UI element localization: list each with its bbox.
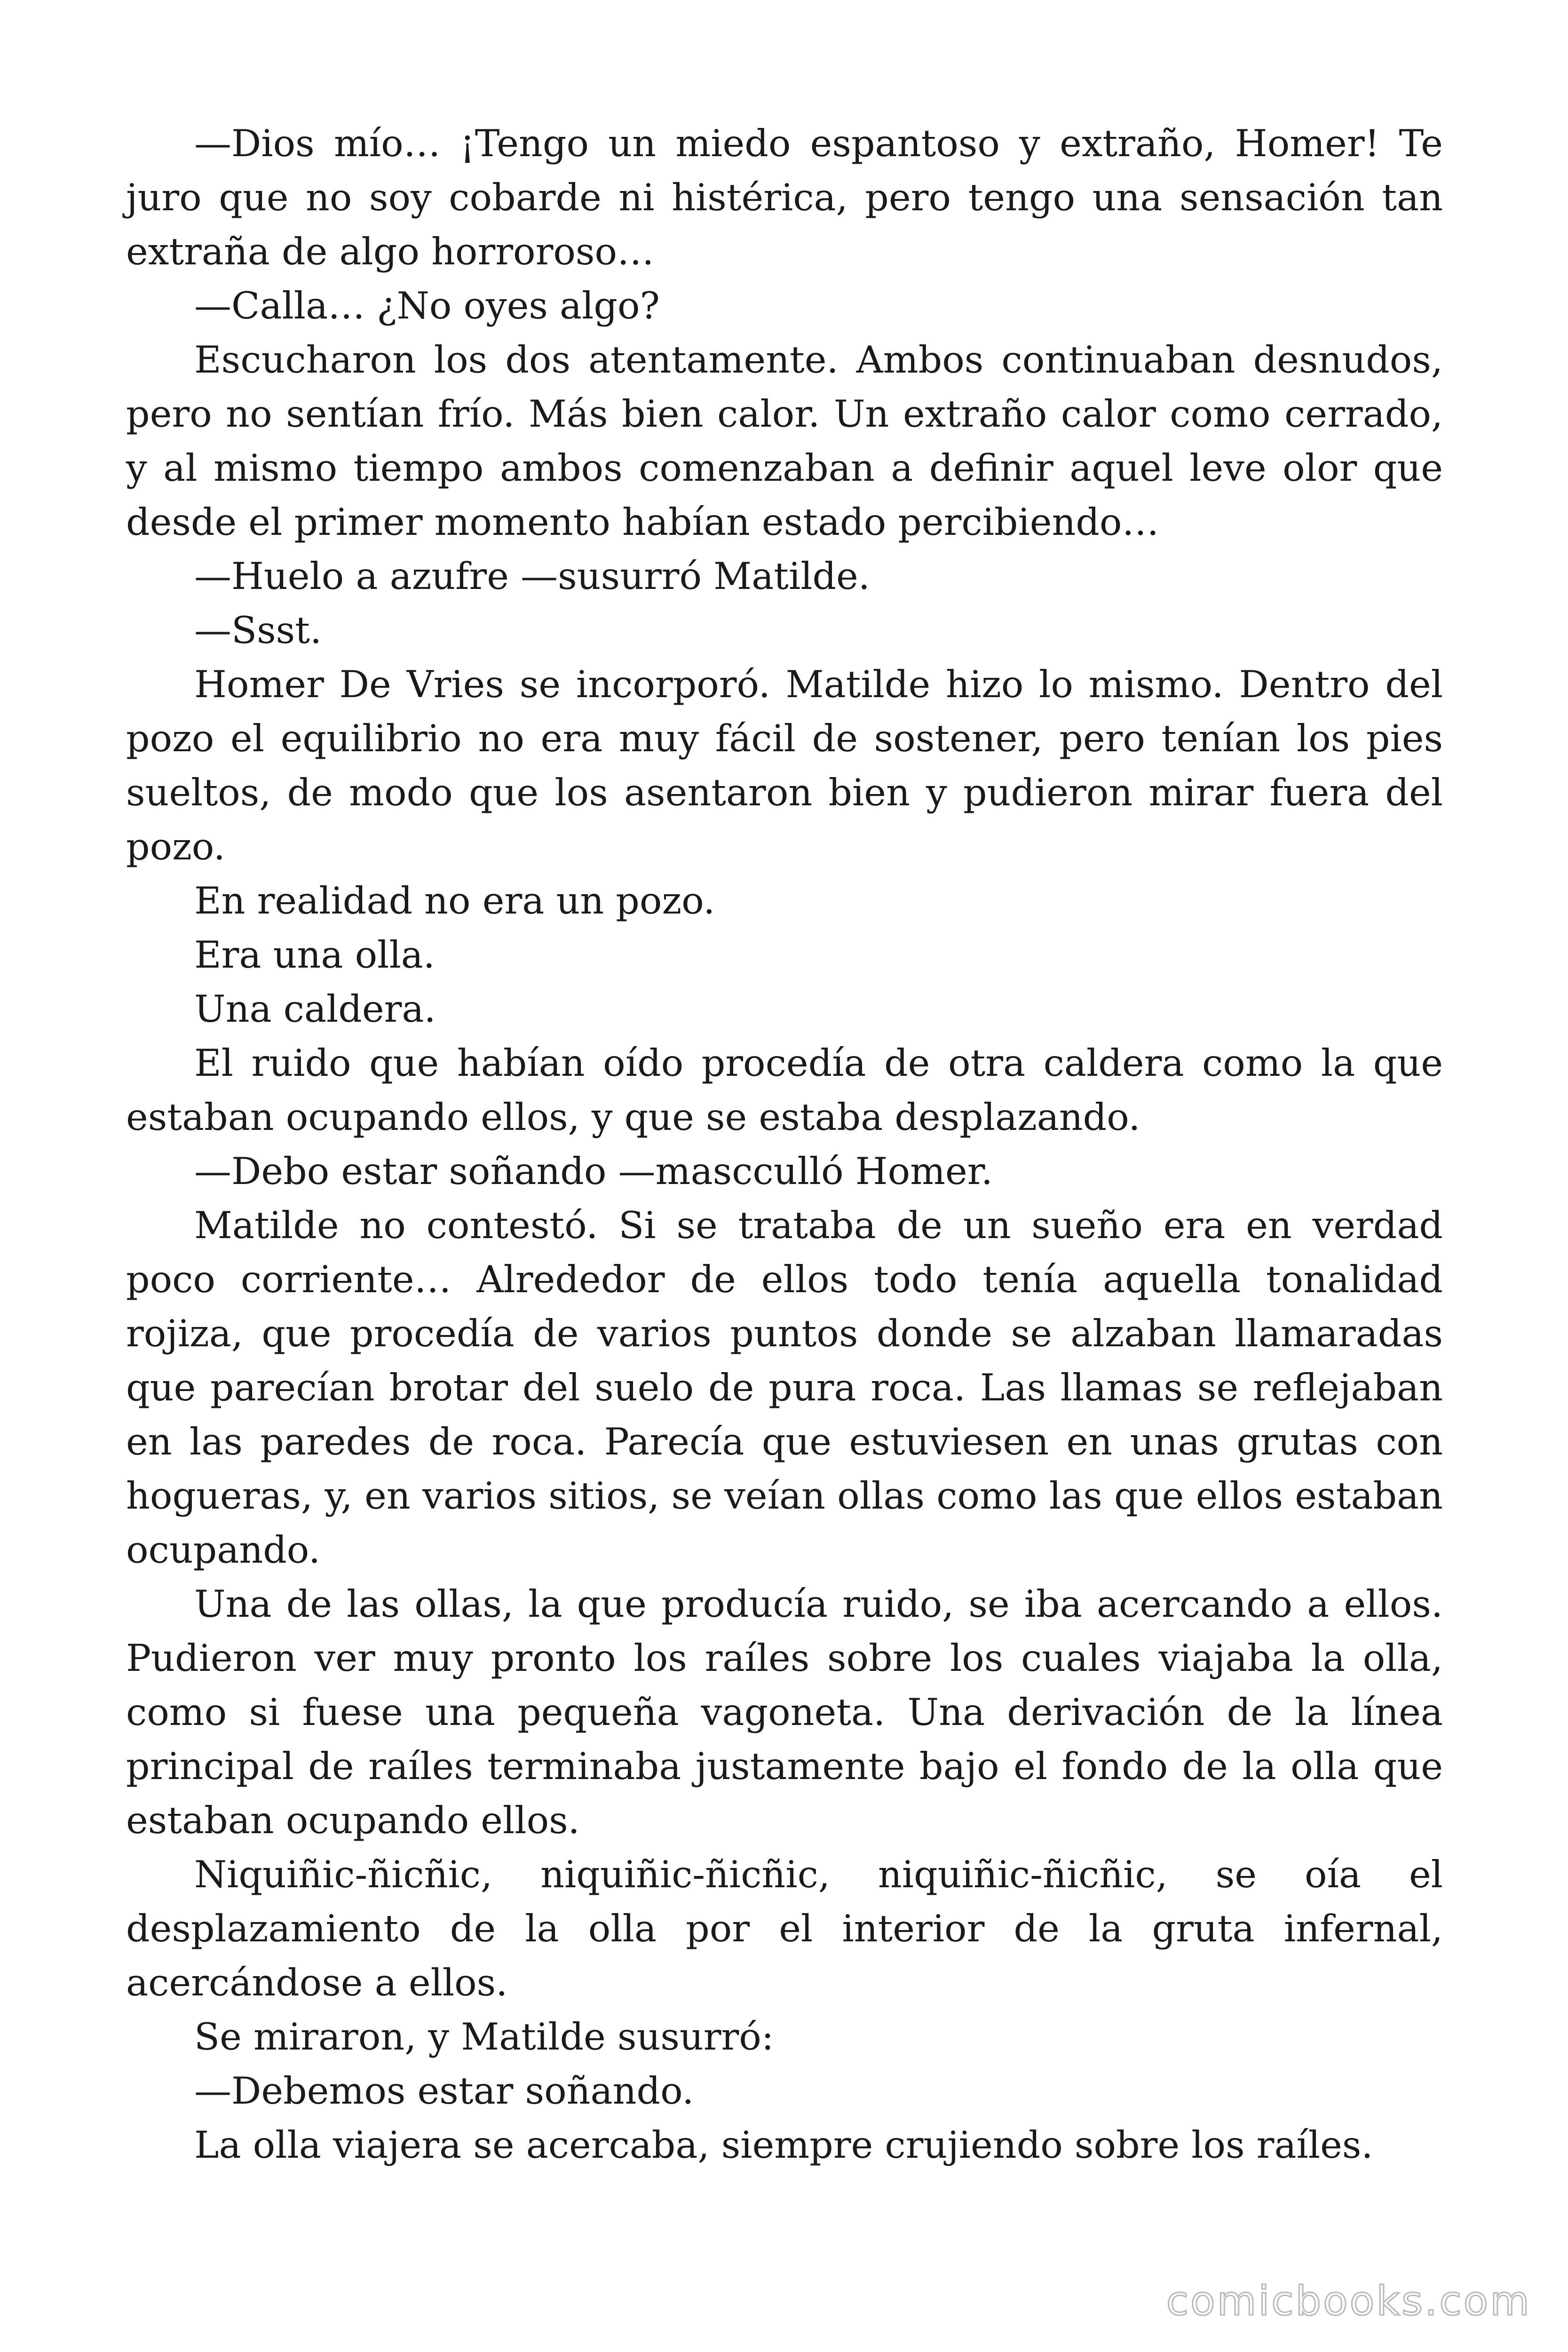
- paragraph-5: —Ssst.: [194, 609, 322, 652]
- paragraph-14: Niquiñic-ñicñic, niquiñic-ñicñic, niquiñic-ñicñic, se oía el desplazamiento de la olla por el interior de la gruta infernal, acercándose a ellos.: [126, 1853, 1443, 2004]
- paragraph-7: En realidad no era un pozo.: [194, 879, 715, 922]
- paragraph-2: —Calla… ¿No oyes algo?: [194, 284, 660, 327]
- paragraph-16: —Debemos estar soñando.: [194, 2069, 694, 2113]
- paragraph-12: Matilde no contestó. Si se trataba de un sueño era en verdad poco corriente… Alrededor de ellos todo tenía aquella tonalidad rojiza, que procedía de varios puntos donde se alzaban llamaradas que parecían brotar del suelo de pura roca. Las llamas se reflejaban en las paredes de roca. Parecía que estuviesen en unas grutas con hogueras, y, en varios sitios, se veían ollas como las que ellos estaban ocupando.: [126, 1204, 1443, 1572]
- paragraph-1: —Dios mío… ¡Tengo un miedo espantoso y extraño, Homer! Te juro que no soy cobarde ni histérica, pero tengo una sensación tan extraña de algo horroroso…: [126, 122, 1443, 273]
- paragraph-15: Se miraron, y Matilde susurró:: [194, 2015, 774, 2058]
- paragraph-11: —Debo estar soñando —mascculló Homer.: [194, 1150, 993, 1193]
- paragraph-9: Una caldera.: [194, 987, 436, 1031]
- paragraph-4: —Huelo a azufre —susurró Matilde.: [194, 555, 870, 598]
- paragraph-8: Era una olla.: [194, 933, 435, 977]
- paragraph-10: El ruido que habían oído procedía de otra caldera como la que estaban ocupando ellos, y que se estaba desplazando.: [126, 1041, 1443, 1139]
- paragraph-3: Escucharon los dos atentamente. Ambos continuaban desnudos, pero no sentían frío. Más bien calor. Un extraño calor como cerrado, y al mismo tiempo ambos comenzaban a definir aquel leve olor que desde el primer momento habían estado percibiendo…: [126, 338, 1443, 544]
- page-body: [126, 117, 1443, 2172]
- watermark-logo: comicbooks.com: [1166, 2278, 1531, 2325]
- paragraph-13: Una de las ollas, la que producía ruido, se iba acercando a ellos. Pudieron ver muy pronto los raíles sobre los cuales viajaba la olla, como si fuese una pequeña vagoneta. Una derivación de la línea principal de raíles terminaba justamente bajo el fondo de la olla que estaban ocupando ellos.: [126, 1582, 1443, 1842]
- paragraph-17: La olla viajera se acercaba, siempre crujiendo sobre los raíles.: [194, 2123, 1373, 2167]
- paragraph-6: Homer De Vries se incorporó. Matilde hizo lo mismo. Dentro del pozo el equilibrio no era muy fácil de sostener, pero tenían los pies sueltos, de modo que los asentaron bien y pudieron mirar fuera del pozo.: [126, 663, 1443, 868]
